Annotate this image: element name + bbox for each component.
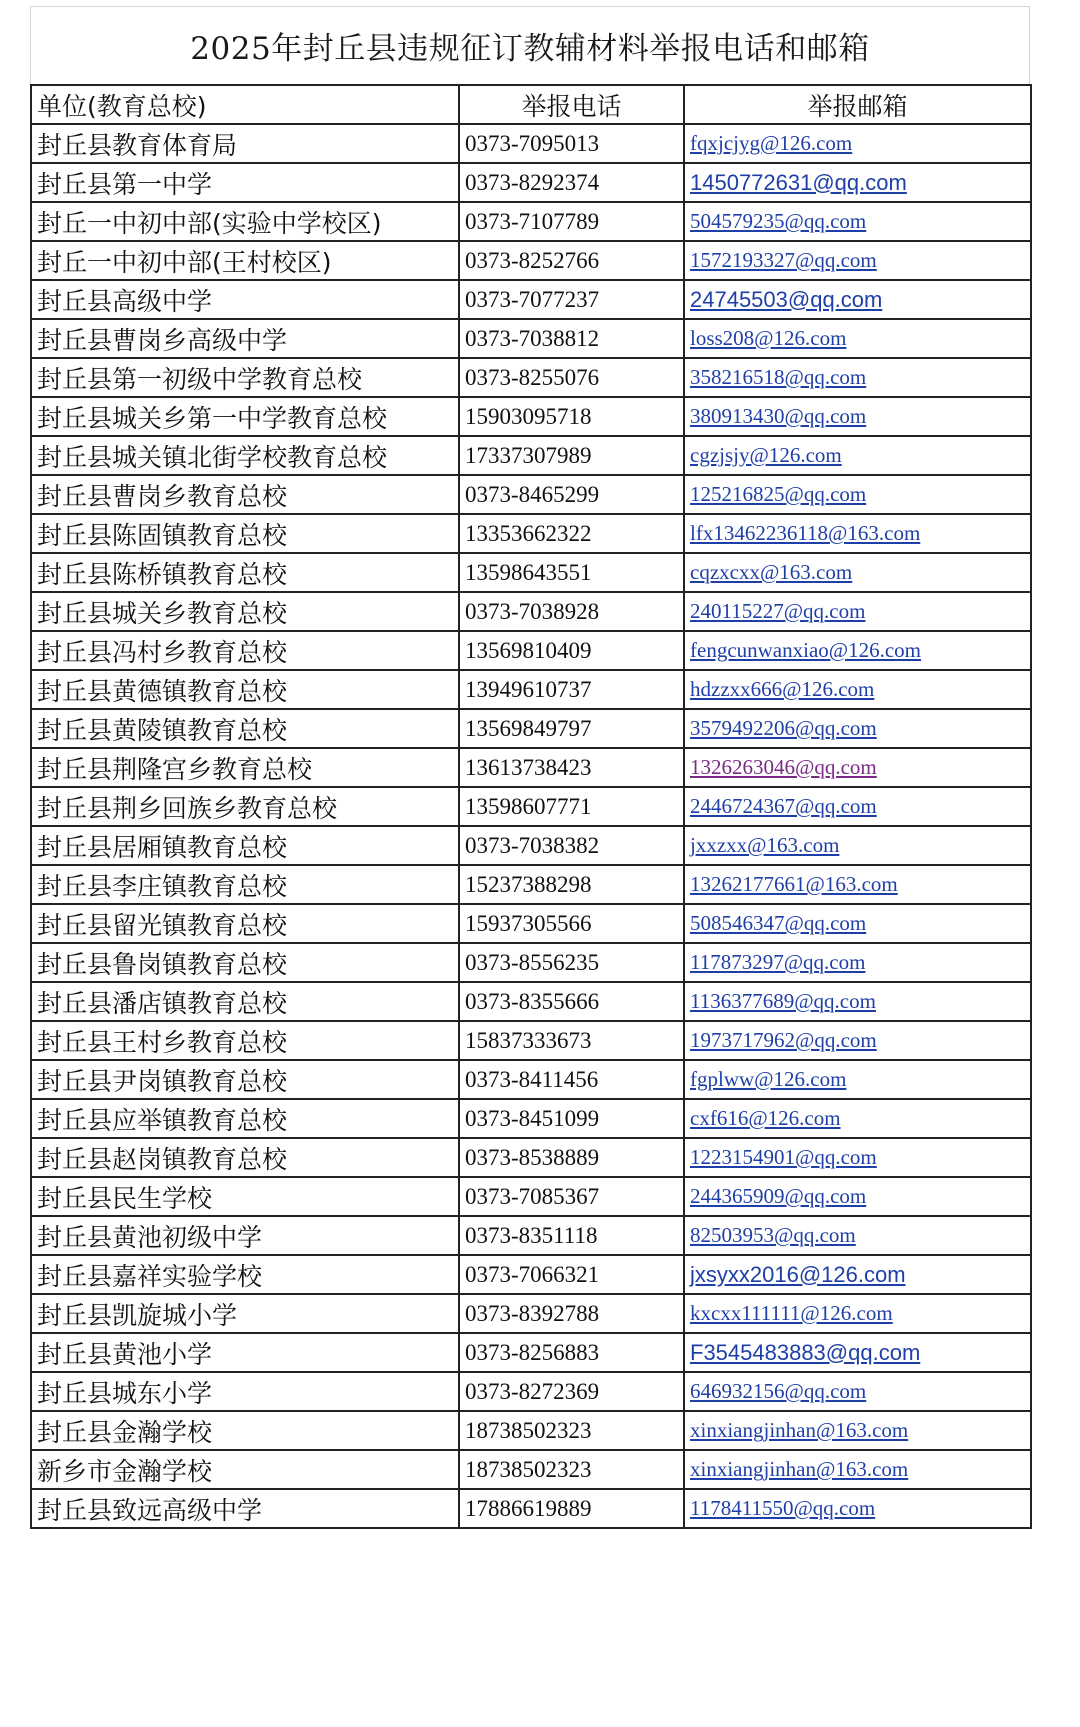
email-link[interactable]: jxxzxx@163.com: [690, 833, 840, 857]
table-row: [31, 826, 1031, 865]
email-link[interactable]: 13262177661@163.com: [690, 872, 898, 896]
email-cell: [684, 1411, 1031, 1450]
table-row: [31, 1021, 1031, 1060]
phone-cell: 18738502323: [459, 1411, 684, 1450]
email-link[interactable]: 24745503@qq.com: [690, 286, 883, 312]
email-cell: [684, 670, 1031, 709]
phone-cell: 0373-7077237: [459, 280, 684, 319]
phone-cell: 0373-8256883: [459, 1333, 684, 1372]
unit-cell: 封丘县民生学校: [31, 1177, 459, 1216]
phone-cell: 15903095718: [459, 397, 684, 436]
unit-cell: 封丘县第一中学: [31, 163, 459, 202]
email-cell: [684, 241, 1031, 280]
email-cell: [684, 397, 1031, 436]
unit-cell: 新乡市金瀚学校: [31, 1450, 459, 1489]
phone-cell: 0373-8392788: [459, 1294, 684, 1333]
table-row: [31, 1333, 1031, 1372]
column-header-unit: 单位(教育总校): [31, 85, 459, 124]
email-cell: [684, 748, 1031, 787]
email-cell: [684, 1294, 1031, 1333]
email-cell: [684, 943, 1031, 982]
phone-cell: 13598607771: [459, 787, 684, 826]
phone-cell: 0373-7107789: [459, 202, 684, 241]
unit-cell: 封丘县冯村乡教育总校: [31, 631, 459, 670]
email-link[interactable]: 1178411550@qq.com: [690, 1496, 876, 1520]
phone-cell: 17886619889: [459, 1489, 684, 1528]
phone-cell: 13569810409: [459, 631, 684, 670]
column-header-phone: 举报电话: [459, 85, 684, 124]
table-row: [31, 280, 1031, 319]
table-row: [31, 1411, 1031, 1450]
table-row: [31, 553, 1031, 592]
email-cell: [684, 1450, 1031, 1489]
email-link[interactable]: kxcxx111111@126.com: [690, 1301, 893, 1325]
email-link[interactable]: 504579235@qq.com: [690, 209, 867, 233]
phone-cell: 0373-8351118: [459, 1216, 684, 1255]
email-link[interactable]: loss208@126.com: [690, 326, 847, 350]
unit-cell: 封丘县城东小学: [31, 1372, 459, 1411]
email-link[interactable]: 508546347@qq.com: [690, 911, 867, 935]
table-row: [31, 163, 1031, 202]
unit-cell: 封丘县致远高级中学: [31, 1489, 459, 1528]
table-row: [31, 709, 1031, 748]
unit-cell: 封丘县荆乡回族乡教育总校: [31, 787, 459, 826]
email-link[interactable]: 117873297@qq.com: [690, 950, 866, 974]
phone-cell: 0373-8538889: [459, 1138, 684, 1177]
unit-cell: 封丘县王村乡教育总校: [31, 1021, 459, 1060]
email-link[interactable]: 1326263046@qq.com: [690, 755, 877, 779]
email-cell: [684, 553, 1031, 592]
phone-cell: 0373-8292374: [459, 163, 684, 202]
email-link[interactable]: cqzxcxx@163.com: [690, 560, 853, 584]
email-link[interactable]: F3545483883@qq.com: [690, 1339, 921, 1365]
unit-cell: 封丘县鲁岗镇教育总校: [31, 943, 459, 982]
unit-cell: 封丘县城关乡第一中学教育总校: [31, 397, 459, 436]
phone-cell: 13598643551: [459, 553, 684, 592]
phone-cell: 0373-7038382: [459, 826, 684, 865]
unit-cell: 封丘县嘉祥实验学校: [31, 1255, 459, 1294]
unit-cell: 封丘县居厢镇教育总校: [31, 826, 459, 865]
email-link[interactable]: 1572193327@qq.com: [690, 248, 877, 272]
phone-cell: 18738502323: [459, 1450, 684, 1489]
unit-cell: 封丘县金瀚学校: [31, 1411, 459, 1450]
phone-cell: 13949610737: [459, 670, 684, 709]
table-row: [31, 1177, 1031, 1216]
email-cell: [684, 904, 1031, 943]
email-link[interactable]: jxsyxx2016@126.com: [690, 1261, 906, 1287]
table-row: [31, 1372, 1031, 1411]
email-link[interactable]: 244365909@qq.com: [690, 1184, 867, 1208]
email-cell: [684, 826, 1031, 865]
unit-cell: 封丘县凯旋城小学: [31, 1294, 459, 1333]
table-row: [31, 904, 1031, 943]
phone-cell: 13613738423: [459, 748, 684, 787]
unit-cell: 封丘县曹岗乡教育总校: [31, 475, 459, 514]
unit-cell: 封丘县尹岗镇教育总校: [31, 1060, 459, 1099]
phone-cell: 0373-7038928: [459, 592, 684, 631]
phone-cell: 0373-8252766: [459, 241, 684, 280]
table-row: [31, 514, 1031, 553]
email-cell: [684, 709, 1031, 748]
table-row: [31, 748, 1031, 787]
phone-cell: 0373-7066321: [459, 1255, 684, 1294]
email-cell: [684, 592, 1031, 631]
table-row: [31, 592, 1031, 631]
phone-cell: 0373-8465299: [459, 475, 684, 514]
email-link[interactable]: 1973717962@qq.com: [690, 1028, 877, 1052]
email-cell: [684, 1333, 1031, 1372]
page-title: 2025年封丘县违规征订教辅材料举报电话和邮箱: [30, 6, 1030, 84]
email-cell: [684, 1489, 1031, 1528]
unit-cell: 封丘县荆隆宫乡教育总校: [31, 748, 459, 787]
email-link[interactable]: 358216518@qq.com: [690, 365, 867, 389]
table-row: [31, 475, 1031, 514]
unit-cell: 封丘县城关镇北街学校教育总校: [31, 436, 459, 475]
table-row: [31, 1138, 1031, 1177]
table-row: [31, 670, 1031, 709]
phone-cell: 0373-8556235: [459, 943, 684, 982]
table-row: [31, 397, 1031, 436]
table-row: [31, 865, 1031, 904]
email-link[interactable]: fengcunwanxiao@126.com: [690, 638, 922, 662]
unit-cell: 封丘县曹岗乡高级中学: [31, 319, 459, 358]
table-row: [31, 124, 1031, 163]
phone-cell: 0373-8355666: [459, 982, 684, 1021]
table-row: [31, 1060, 1031, 1099]
email-link[interactable]: 3579492206@qq.com: [690, 716, 877, 740]
unit-cell: 封丘县黄德镇教育总校: [31, 670, 459, 709]
table-row: [31, 1099, 1031, 1138]
email-link[interactable]: hdzzxx666@126.com: [690, 677, 875, 701]
unit-cell: 封丘县留光镇教育总校: [31, 904, 459, 943]
unit-cell: 封丘县应举镇教育总校: [31, 1099, 459, 1138]
unit-cell: 封丘县潘店镇教育总校: [31, 982, 459, 1021]
unit-cell: 封丘县李庄镇教育总校: [31, 865, 459, 904]
email-cell: [684, 1177, 1031, 1216]
table-row: [31, 1450, 1031, 1489]
email-link[interactable]: 2446724367@qq.com: [690, 794, 877, 818]
email-link[interactable]: xinxiangjinhan@163.com: [690, 1418, 909, 1442]
unit-cell: 封丘一中初中部(实验中学校区): [31, 202, 459, 241]
unit-cell: 封丘县黄池小学: [31, 1333, 459, 1372]
contact-table: [30, 84, 1032, 1529]
unit-cell: 封丘县第一初级中学教育总校: [31, 358, 459, 397]
email-cell: [684, 787, 1031, 826]
report-sheet: [30, 6, 1030, 1529]
unit-cell: 封丘县陈桥镇教育总校: [31, 553, 459, 592]
phone-cell: 0373-8411456: [459, 1060, 684, 1099]
email-link[interactable]: 125216825@qq.com: [690, 482, 867, 506]
email-cell: [684, 1060, 1031, 1099]
table-row: [31, 436, 1031, 475]
email-cell: [684, 631, 1031, 670]
email-link[interactable]: fgplww@126.com: [690, 1067, 847, 1091]
phone-cell: 15237388298: [459, 865, 684, 904]
table-row: [31, 1294, 1031, 1333]
phone-cell: 15837333673: [459, 1021, 684, 1060]
phone-cell: 0373-7095013: [459, 124, 684, 163]
email-link[interactable]: 646932156@qq.com: [690, 1379, 867, 1403]
email-cell: [684, 1216, 1031, 1255]
email-cell: [684, 1255, 1031, 1294]
phone-cell: 13569849797: [459, 709, 684, 748]
email-cell: [684, 358, 1031, 397]
table-body: [31, 124, 1031, 1528]
email-cell: [684, 475, 1031, 514]
email-cell: [684, 280, 1031, 319]
phone-cell: 0373-8272369: [459, 1372, 684, 1411]
email-link[interactable]: 380913430@qq.com: [690, 404, 867, 428]
table-row: [31, 982, 1031, 1021]
table-row: [31, 943, 1031, 982]
email-link[interactable]: 240115227@qq.com: [690, 599, 866, 623]
phone-cell: 0373-7038812: [459, 319, 684, 358]
unit-cell: 封丘县教育体育局: [31, 124, 459, 163]
email-link[interactable]: xinxiangjinhan@163.com: [690, 1457, 909, 1481]
email-cell: [684, 1372, 1031, 1411]
email-cell: [684, 1021, 1031, 1060]
unit-cell: 封丘一中初中部(王村校区): [31, 241, 459, 280]
email-link[interactable]: fqxjcjyg@126.com: [690, 131, 853, 155]
email-cell: [684, 514, 1031, 553]
table-row: [31, 787, 1031, 826]
email-cell: [684, 163, 1031, 202]
phone-cell: 0373-8451099: [459, 1099, 684, 1138]
email-link[interactable]: 1450772631@qq.com: [690, 169, 907, 195]
table-row: [31, 631, 1031, 670]
phone-cell: 0373-8255076: [459, 358, 684, 397]
email-cell: [684, 319, 1031, 358]
email-link[interactable]: lfx13462236118@163.com: [690, 521, 921, 545]
phone-cell: 17337307989: [459, 436, 684, 475]
email-cell: [684, 865, 1031, 904]
phone-cell: 13353662322: [459, 514, 684, 553]
unit-cell: 封丘县陈固镇教育总校: [31, 514, 459, 553]
column-header-email: 举报邮箱: [684, 85, 1031, 124]
table-row: [31, 1255, 1031, 1294]
email-cell: [684, 436, 1031, 475]
email-cell: [684, 202, 1031, 241]
unit-cell: 封丘县黄陵镇教育总校: [31, 709, 459, 748]
email-link[interactable]: 82503953@qq.com: [690, 1223, 856, 1247]
unit-cell: 封丘县城关乡教育总校: [31, 592, 459, 631]
table-row: [31, 241, 1031, 280]
unit-cell: 封丘县赵岗镇教育总校: [31, 1138, 459, 1177]
email-cell: [684, 982, 1031, 1021]
table-header-row: [31, 85, 1031, 124]
phone-cell: 0373-7085367: [459, 1177, 684, 1216]
table-row: [31, 1216, 1031, 1255]
table-row: [31, 358, 1031, 397]
email-link[interactable]: 1136377689@qq.com: [690, 989, 876, 1013]
email-link[interactable]: cxf616@126.com: [690, 1106, 841, 1130]
unit-cell: 封丘县黄池初级中学: [31, 1216, 459, 1255]
unit-cell: 封丘县高级中学: [31, 280, 459, 319]
email-link[interactable]: 1223154901@qq.com: [690, 1145, 877, 1169]
phone-cell: 15937305566: [459, 904, 684, 943]
table-row: [31, 202, 1031, 241]
email-link[interactable]: cgzjsjy@126.com: [690, 443, 842, 467]
email-cell: [684, 1099, 1031, 1138]
email-cell: [684, 1138, 1031, 1177]
email-cell: [684, 124, 1031, 163]
table-row: [31, 1489, 1031, 1528]
table-row: [31, 319, 1031, 358]
